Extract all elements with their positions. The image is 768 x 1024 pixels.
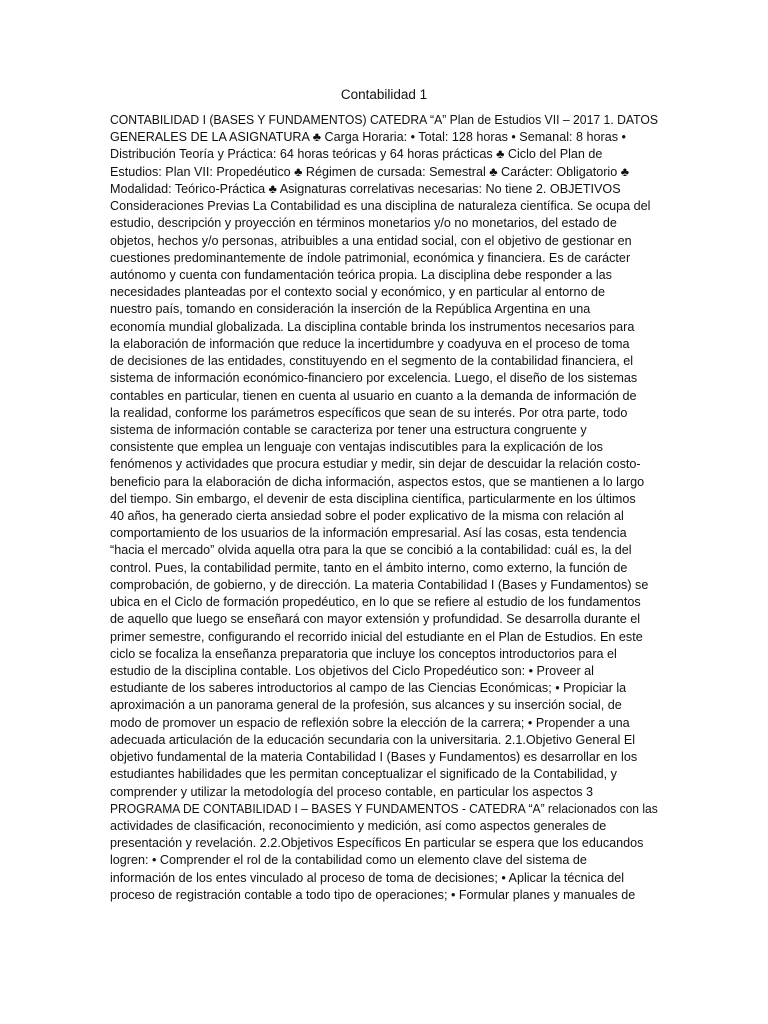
document-line: comprobación, de gobierno, y de dirección. La materia Contabilidad I (Bases y Fundamentos) se	[110, 577, 649, 592]
document-line: del tiempo. Sin embargo, el devenir de esta disciplina científica, particularmente en los últimos	[110, 491, 636, 506]
document-line: CONTABILIDAD I (BASES Y FUNDAMENTOS) CATEDRA “A” Plan de Estudios VII – 2017 1. DATOS	[110, 113, 658, 127]
document-line: necesidades planteadas por el contexto social y económico, y en particular al entorno de	[110, 285, 605, 300]
document-line: adecuada articulación de la educación secundaria con la universitaria. 2.1.Objetivo General El	[110, 732, 636, 747]
document-line: información de los entes vinculado al proceso de toma de decisiones; • Aplicar la técnica del	[110, 870, 625, 885]
document-line: objetos, hechos y/o personas, atribuibles a una entidad social, con el objetivo de gestionar en	[110, 233, 632, 248]
document-line: primer semestre, configurando el recorrido inicial del estudiante en el Plan de Estudios. En este	[110, 629, 643, 644]
document-line: estudiantes habilidades que les permitan conceptualizar el significado de la Contabilidad, y	[110, 767, 617, 782]
document-line: la realidad, conforme los parámetros específicos que sean de su interés. Por otra parte, todo	[110, 405, 628, 420]
document-line: estudiante de los saberes introductorios al campo de las Ciencias Económicas; • Propiciar la	[110, 681, 627, 696]
document-line: ubica en el Ciclo de formación propedéutico, en lo que se refiere al estudio de los fundamentos	[110, 595, 641, 610]
document-line: Distribución Teoría y Práctica: 64 horas teóricas y 64 horas prácticas ♣ Ciclo del Plan de	[110, 147, 603, 162]
document-line: comprender y utilizar la metodología del proceso contable, en particular los aspectos 3	[110, 784, 594, 799]
document-line: estudio de la disciplina contable. Los objetivos del Ciclo Propedéutico son: • Proveer al	[110, 664, 594, 678]
document-line: Consideraciones Previas La Contabilidad es una disciplina de naturaleza científica. Se ocupa del	[110, 199, 651, 214]
document-line: objetivo fundamental de la materia Contabilidad I (Bases y Fundamentos) es desarrollar en los	[110, 750, 638, 765]
document-line: sistema de información económico-financiero por excelencia. Luego, el diseño de los sistemas	[110, 371, 638, 386]
document-line: proceso de registración contable a todo tipo de operaciones; • Formular planes y manuales de	[110, 887, 636, 902]
document-line: Modalidad: Teórico-Práctica ♣ Asignaturas correlativas necesarias: No tiene 2. OBJETIVOS	[110, 181, 621, 196]
document-line: consistente que emplea un lenguaje con ventajas indiscutibles para la explicación de los	[110, 440, 603, 455]
document-line: sistema de información contable se caracteriza por tener una estructura congruente y	[110, 422, 587, 437]
document-line: cuestiones predominantemente de índole patrimonial, económica y financiera. Es de carácter	[110, 250, 631, 265]
document-line: “hacia el mercado” olvida aquella otra para la que se concibió a la contabilidad: cuál es, la del	[110, 543, 632, 558]
document-line: modo de promover un espacio de reflexión sobre la elección de la carrera; • Propender a una	[110, 715, 630, 730]
document-line: de decisiones de las entidades, constituyendo en el segmento de la contabilidad financiera, el	[110, 354, 633, 369]
document-line: Estudios: Plan VII: Propedéutico ♣ Régimen de cursada: Semestral ♣ Carácter: Obligatorio ♣	[110, 164, 629, 179]
document-line: de aquello que luego se enseñará con mayor extensión y profundidad. Se desarrolla durante el	[110, 612, 640, 627]
document-line: contables en particular, tienen en cuenta al usuario en cuanto a la demanda de información de	[110, 388, 637, 403]
document-line: presentación y revelación. 2.2.Objetivos Específicos En particular se espera que los educandos	[110, 836, 644, 851]
document-line: economía mundial globalizada. La disciplina contable brinda los instrumentos necesarios para	[110, 319, 635, 334]
document-title: Contabilidad 1	[340, 87, 428, 102]
document-line: 40 años, ha generado cierta ansiedad sobre el poder explicativo de la misma con relación al	[110, 509, 624, 524]
document-line: estudio, descripción y proyección en términos monetarios y/o no monetarios, del estado de	[110, 216, 617, 231]
document-line: ciclo se focaliza la enseñanza preparatoria que incluye los conceptos introductorios para el	[110, 646, 617, 661]
document-body	[110, 112, 658, 904]
document-line: la elaboración de información que reduce la incertidumbre y coadyuva en el proceso de toma	[110, 336, 630, 351]
document-line: control. Pues, la contabilidad permite, tanto en el ámbito interno, como externo, la función de	[110, 560, 628, 575]
document-line: actividades de clasificación, reconocimiento y medición, así como aspectos generales de	[110, 818, 607, 833]
document-line: comportamiento de los usuarios de la información empresarial. Así las cosas, esta tendencia	[110, 526, 627, 541]
document-line: beneficio para la elaboración de dicha información, aspectos estos, que se mantienen a lo largo	[110, 474, 645, 489]
document-line: PROGRAMA DE CONTABILIDAD I – BASES Y FUNDAMENTOS - CATEDRA “A” relacionados con las	[110, 801, 658, 816]
document-line: autónomo y cuenta con fundamentación teórica propia. La disciplina debe responder a las	[110, 267, 612, 282]
document-line: aproximación a un panorama general de la profesión, sus alcances y su inserción social, de	[110, 698, 622, 713]
document-line: GENERALES DE LA ASIGNATURA ♣ Carga Horaria: • Total: 128 horas • Semanal: 8 horas •	[110, 130, 626, 145]
document-line: fenómenos y actividades que procura estudiar y medir, sin dejar de descuidar la relación costo-	[110, 457, 641, 472]
document-line: logren: • Comprender el rol de la contabilidad como un elemento clave del sistema de	[110, 853, 587, 868]
document-line: nuestro país, tomando en consideración la inserción de la República Argentina en una	[110, 302, 591, 317]
